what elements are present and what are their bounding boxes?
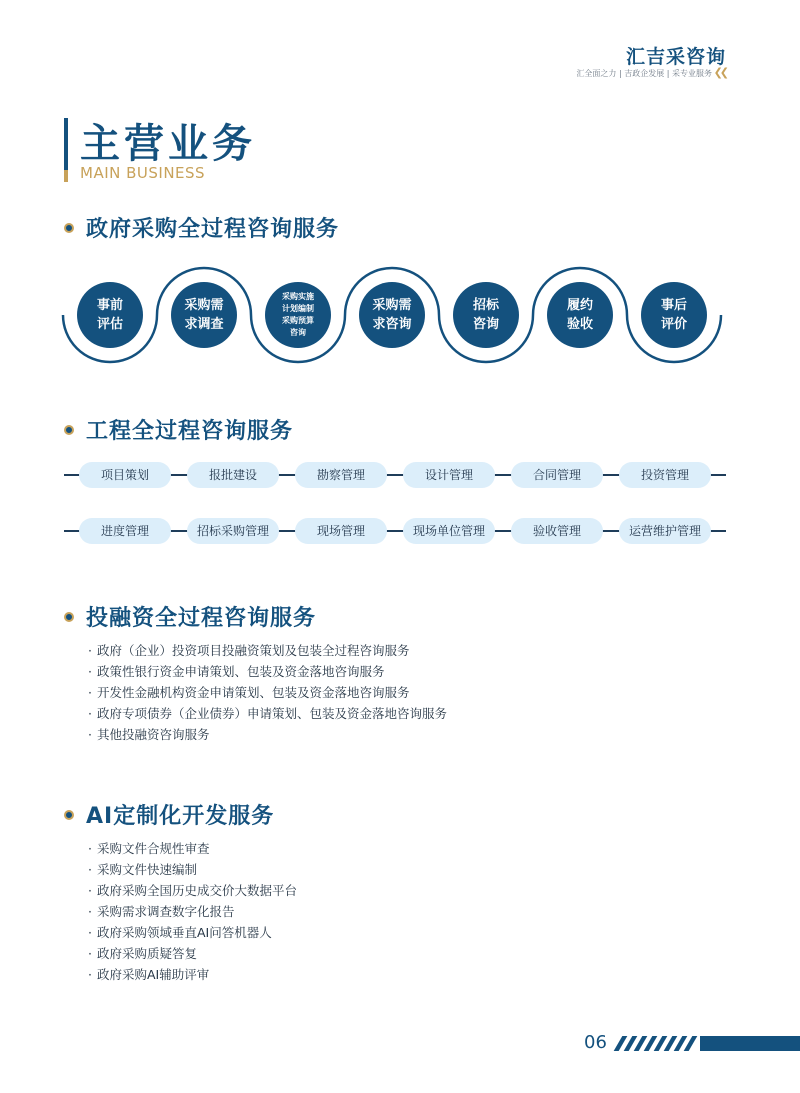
engineering-row-2	[64, 518, 726, 544]
service-pill: 项目策划	[79, 462, 171, 488]
page-title: 主营业务	[80, 121, 256, 167]
bullet-dot-icon	[64, 810, 74, 820]
section-title: AI定制化开发服务	[86, 804, 275, 829]
list-item: · 采购文件快速编制	[88, 859, 297, 880]
section-title: 政府采购全过程咨询服务	[86, 217, 340, 242]
list-item: · 政府采购领域垂直AI问答机器人	[88, 922, 297, 943]
title-accent-bar	[64, 118, 68, 170]
service-pill: 报批建设	[187, 462, 279, 488]
service-pill: 运营维护管理	[619, 518, 711, 544]
service-pill: 现场单位管理	[403, 518, 495, 544]
list-item: · 政府采购AI辅助评审	[88, 964, 297, 985]
page-number: 06	[584, 1032, 607, 1053]
service-pill: 投资管理	[619, 462, 711, 488]
decorative-stripes	[614, 1036, 698, 1051]
list-item: · 开发性金融机构资金申请策划、包装及资金落地咨询服务	[88, 682, 447, 703]
section-header-financing	[64, 601, 316, 632]
section-header-engineering	[64, 414, 293, 445]
engineering-row-1	[64, 462, 726, 488]
title-gold-accent	[64, 170, 68, 182]
service-pill: 验收管理	[511, 518, 603, 544]
double-chevron-left-icon: ❮❮	[713, 66, 726, 79]
brand-name: 汇吉采咨询	[625, 46, 726, 68]
service-pill: 勘察管理	[295, 462, 387, 488]
page-subtitle: MAIN BUSINESS	[80, 164, 206, 182]
financing-list	[88, 640, 447, 745]
service-pill: 现场管理	[295, 518, 387, 544]
list-item: · 政策性银行资金申请策划、包装及资金落地咨询服务	[88, 661, 447, 682]
ai-services-list	[88, 838, 297, 985]
list-item: · 其他投融资咨询服务	[88, 724, 447, 745]
list-item: · 政府采购质疑答复	[88, 943, 297, 964]
bullet-dot-icon	[64, 223, 74, 233]
section-header-ai	[64, 799, 274, 830]
section-header-procurement	[64, 212, 339, 243]
process-step: 采购需 求咨询	[359, 282, 425, 348]
process-step: 事后 评价	[641, 282, 707, 348]
service-pill: 招标采购管理	[187, 518, 279, 544]
section-title: 工程全过程咨询服务	[86, 419, 294, 444]
list-item: · 采购需求调查数字化报告	[88, 901, 297, 922]
process-step: 履约 验收	[547, 282, 613, 348]
service-pill: 进度管理	[79, 518, 171, 544]
service-pill: 设计管理	[403, 462, 495, 488]
section-title: 投融资全过程咨询服务	[86, 606, 317, 631]
list-item: · 采购文件合规性审查	[88, 838, 297, 859]
list-item: · 政府采购全国历史成交价大数据平台	[88, 880, 297, 901]
process-step: 事前 评估	[77, 282, 143, 348]
brand-tagline: 汇全面之力 | 吉政企发展 | 采专业服务	[576, 69, 712, 78]
list-item: · 政府（企业）投资项目投融资策划及包装全过程咨询服务	[88, 640, 447, 661]
list-item: · 政府专项债券（企业债券）申请策划、包装及资金落地咨询服务	[88, 703, 447, 724]
bullet-dot-icon	[64, 425, 74, 435]
process-step: 采购实施 计划编制 采购预算 咨询	[265, 282, 331, 348]
bullet-dot-icon	[64, 612, 74, 622]
footer-bar	[700, 1036, 800, 1051]
process-step: 采购需 求调查	[171, 282, 237, 348]
service-pill: 合同管理	[511, 462, 603, 488]
process-step: 招标 咨询	[453, 282, 519, 348]
